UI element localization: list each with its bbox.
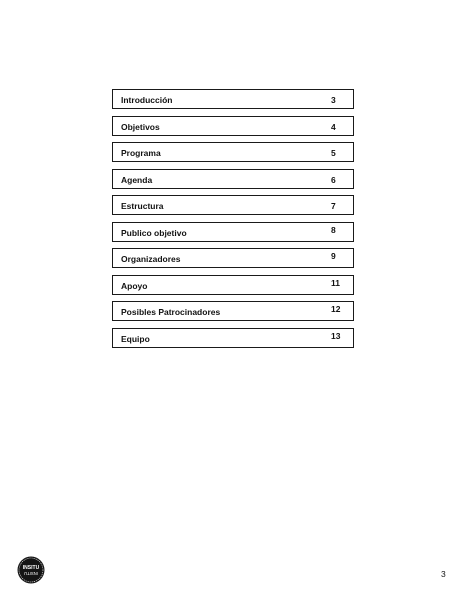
toc-page-number: 8 xyxy=(331,224,336,235)
toc-row-objetivos[interactable] xyxy=(112,116,354,136)
toc-page-number: 11 xyxy=(331,277,340,288)
toc-title: Objetivos xyxy=(121,121,160,132)
toc-row-programa[interactable] xyxy=(112,142,354,162)
toc-title: Introducción xyxy=(121,95,173,105)
toc-row-estructura[interactable] xyxy=(112,195,354,215)
toc-row-agenda[interactable] xyxy=(112,169,354,189)
toc-row-introduccion[interactable] xyxy=(112,89,354,109)
toc-page-number: 9 xyxy=(331,251,336,261)
toc-row-posibles-patrocinadores[interactable] xyxy=(112,301,354,321)
toc-row-equipo[interactable] xyxy=(112,328,354,348)
toc-page-number: 5 xyxy=(331,148,336,158)
toc-title: Apoyo xyxy=(121,280,148,291)
toc-title: Publico objetivo xyxy=(121,227,187,238)
toc-title: Agenda xyxy=(121,174,153,185)
toc-row-organizadores[interactable] xyxy=(112,248,354,268)
toc-page-number: 3 xyxy=(331,95,336,105)
toc-title: Programa xyxy=(121,148,161,158)
page-number: 3 xyxy=(441,569,446,579)
logo-text-line2: INSITU xyxy=(24,571,38,576)
toc-row-apoyo[interactable] xyxy=(112,275,354,295)
toc-title: Organizadores xyxy=(121,254,181,264)
toc-row-publico-objetivo[interactable] xyxy=(112,222,354,242)
table-of-contents xyxy=(112,89,354,354)
toc-page-number: 7 xyxy=(331,201,336,211)
toc-title: Estructura xyxy=(121,201,164,211)
toc-page-number: 12 xyxy=(331,304,341,314)
insitu-logo-icon xyxy=(17,556,45,584)
toc-title: Equipo xyxy=(121,333,150,344)
toc-page-number: 13 xyxy=(331,330,341,341)
toc-page-number: 6 xyxy=(331,174,336,185)
toc-page-number: 4 xyxy=(331,121,336,132)
logo-text-line1: INSITU xyxy=(22,565,40,571)
toc-title: Posibles Patrocinadores xyxy=(121,307,221,317)
